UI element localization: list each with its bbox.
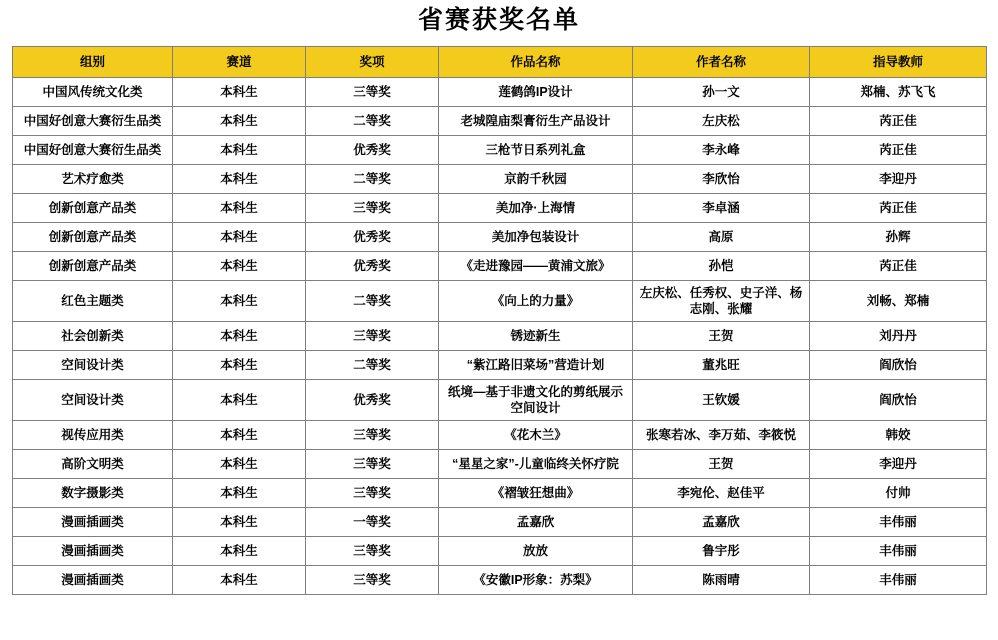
cell-award: 二等奖 xyxy=(306,281,439,322)
cell-award: 三等奖 xyxy=(306,450,439,479)
cell-author: 王钦媛 xyxy=(633,380,810,421)
cell-track: 本科生 xyxy=(173,107,306,136)
cell-group: 中国好创意大赛衍生品类 xyxy=(13,107,173,136)
cell-advisor: 郑楠、苏飞飞 xyxy=(810,78,987,107)
table-row xyxy=(13,508,987,537)
cell-author: 孙恺 xyxy=(633,252,810,281)
cell-track: 本科生 xyxy=(173,165,306,194)
column-header-group: 组别 xyxy=(13,47,173,78)
column-header-author: 作者名称 xyxy=(633,47,810,78)
cell-advisor: 芮正佳 xyxy=(810,136,987,165)
table-row xyxy=(13,322,987,351)
cell-work-name: 纸境—基于非遗文化的剪纸展示空间设计 xyxy=(439,380,633,421)
table-row xyxy=(13,107,987,136)
cell-award: 三等奖 xyxy=(306,566,439,595)
cell-track: 本科生 xyxy=(173,380,306,421)
cell-award: 三等奖 xyxy=(306,479,439,508)
cell-track: 本科生 xyxy=(173,252,306,281)
cell-group: 创新创意产品类 xyxy=(13,252,173,281)
cell-advisor: 刘丹丹 xyxy=(810,322,987,351)
cell-author: 董兆旺 xyxy=(633,351,810,380)
table-row xyxy=(13,252,987,281)
cell-group: 漫画插画类 xyxy=(13,566,173,595)
cell-work-name: 《向上的力量》 xyxy=(439,281,633,322)
cell-author: 王贺 xyxy=(633,322,810,351)
cell-group: 艺术疗愈类 xyxy=(13,165,173,194)
cell-author: 李卓涵 xyxy=(633,194,810,223)
cell-author: 左庆松 xyxy=(633,107,810,136)
cell-award: 三等奖 xyxy=(306,78,439,107)
page-title: 省赛获奖名单 xyxy=(417,7,580,34)
table-header-row xyxy=(13,47,987,78)
cell-group: 高阶文明类 xyxy=(13,450,173,479)
cell-advisor: 丰伟丽 xyxy=(810,566,987,595)
column-header-track: 赛道 xyxy=(173,47,306,78)
cell-track: 本科生 xyxy=(173,479,306,508)
cell-work-name: 《褶皱狂想曲》 xyxy=(439,479,633,508)
table-row xyxy=(13,194,987,223)
cell-advisor: 阎欣怡 xyxy=(810,351,987,380)
cell-advisor: 丰伟丽 xyxy=(810,537,987,566)
cell-advisor: 阎欣怡 xyxy=(810,380,987,421)
cell-work-name: 美加净·上海情 xyxy=(439,194,633,223)
cell-work-name: 锈迹新生 xyxy=(439,322,633,351)
column-header-award: 奖项 xyxy=(306,47,439,78)
cell-work-name: 《走进豫园——黄浦文旅》 xyxy=(439,252,633,281)
cell-advisor: 芮正佳 xyxy=(810,252,987,281)
cell-group: 中国风传统文化类 xyxy=(13,78,173,107)
table-row xyxy=(13,479,987,508)
table-row xyxy=(13,281,987,322)
cell-author: 李宛伦、赵佳平 xyxy=(633,479,810,508)
table-row xyxy=(13,421,987,450)
cell-group: 中国好创意大赛衍生品类 xyxy=(13,136,173,165)
cell-group: 漫画插画类 xyxy=(13,537,173,566)
cell-advisor: 李迎丹 xyxy=(810,450,987,479)
award-table-container xyxy=(0,46,998,595)
cell-author: 张寒若冰、李万茹、李筱悦 xyxy=(633,421,810,450)
cell-advisor: 韩姣 xyxy=(810,421,987,450)
cell-author: 孙一文 xyxy=(633,78,810,107)
cell-track: 本科生 xyxy=(173,78,306,107)
cell-award: 优秀奖 xyxy=(306,136,439,165)
cell-track: 本科生 xyxy=(173,537,306,566)
cell-group: 空间设计类 xyxy=(13,380,173,421)
cell-track: 本科生 xyxy=(173,421,306,450)
table-row xyxy=(13,165,987,194)
cell-award: 三等奖 xyxy=(306,194,439,223)
cell-track: 本科生 xyxy=(173,351,306,380)
cell-work-name: 孟嘉欣 xyxy=(439,508,633,537)
cell-work-name: 京韵千秋园 xyxy=(439,165,633,194)
table-row xyxy=(13,566,987,595)
cell-track: 本科生 xyxy=(173,508,306,537)
cell-author: 李欣怡 xyxy=(633,165,810,194)
table-row xyxy=(13,223,987,252)
table-body xyxy=(13,78,987,595)
cell-award: 一等奖 xyxy=(306,508,439,537)
cell-award: 优秀奖 xyxy=(306,380,439,421)
table-row xyxy=(13,450,987,479)
cell-advisor: 孙辉 xyxy=(810,223,987,252)
cell-work-name: 莲鹤鸽IP设计 xyxy=(439,78,633,107)
cell-author: 孟嘉欣 xyxy=(633,508,810,537)
cell-author: 李永峰 xyxy=(633,136,810,165)
cell-award: 三等奖 xyxy=(306,421,439,450)
cell-track: 本科生 xyxy=(173,281,306,322)
cell-award: 优秀奖 xyxy=(306,252,439,281)
cell-work-name: “星星之家”-儿童临终关怀疗院 xyxy=(439,450,633,479)
cell-group: 社会创新类 xyxy=(13,322,173,351)
table-row xyxy=(13,136,987,165)
cell-group: 空间设计类 xyxy=(13,351,173,380)
cell-author: 王贺 xyxy=(633,450,810,479)
cell-award: 三等奖 xyxy=(306,537,439,566)
cell-advisor: 芮正佳 xyxy=(810,194,987,223)
cell-author: 陈雨晴 xyxy=(633,566,810,595)
table-header xyxy=(13,47,987,78)
cell-group: 漫画插画类 xyxy=(13,508,173,537)
column-header-work-name: 作品名称 xyxy=(439,47,633,78)
cell-work-name: 《安徽IP形象：苏梨》 xyxy=(439,566,633,595)
table-row xyxy=(13,380,987,421)
cell-group: 视传应用类 xyxy=(13,421,173,450)
cell-advisor: 李迎丹 xyxy=(810,165,987,194)
cell-track: 本科生 xyxy=(173,450,306,479)
cell-group: 红色主题类 xyxy=(13,281,173,322)
column-header-advisor: 指导教师 xyxy=(810,47,987,78)
cell-track: 本科生 xyxy=(173,223,306,252)
cell-advisor: 芮正佳 xyxy=(810,107,987,136)
cell-track: 本科生 xyxy=(173,136,306,165)
cell-advisor: 付帅 xyxy=(810,479,987,508)
table-row xyxy=(13,351,987,380)
cell-group: 创新创意产品类 xyxy=(13,194,173,223)
cell-work-name: 美加净包装设计 xyxy=(439,223,633,252)
cell-advisor: 刘畅、郑楠 xyxy=(810,281,987,322)
cell-author: 鲁宇彤 xyxy=(633,537,810,566)
cell-group: 数字摄影类 xyxy=(13,479,173,508)
cell-track: 本科生 xyxy=(173,194,306,223)
cell-author: 左庆松、任秀权、史子洋、杨志刚、张耀 xyxy=(633,281,810,322)
cell-award: 二等奖 xyxy=(306,165,439,194)
cell-work-name: 《花木兰》 xyxy=(439,421,633,450)
cell-work-name: 三枪节日系列礼盒 xyxy=(439,136,633,165)
cell-award: 三等奖 xyxy=(306,322,439,351)
cell-advisor: 丰伟丽 xyxy=(810,508,987,537)
cell-award: 二等奖 xyxy=(306,351,439,380)
cell-work-name: 老城隍庙梨膏衍生产品设计 xyxy=(439,107,633,136)
cell-track: 本科生 xyxy=(173,566,306,595)
cell-award: 二等奖 xyxy=(306,107,439,136)
cell-author: 高原 xyxy=(633,223,810,252)
award-table xyxy=(12,46,987,595)
cell-award: 优秀奖 xyxy=(306,223,439,252)
cell-track: 本科生 xyxy=(173,322,306,351)
table-row xyxy=(13,78,987,107)
cell-group: 创新创意产品类 xyxy=(13,223,173,252)
cell-work-name: “紫江路旧菜场”营造计划 xyxy=(439,351,633,380)
table-row xyxy=(13,537,987,566)
cell-work-name: 放放 xyxy=(439,537,633,566)
